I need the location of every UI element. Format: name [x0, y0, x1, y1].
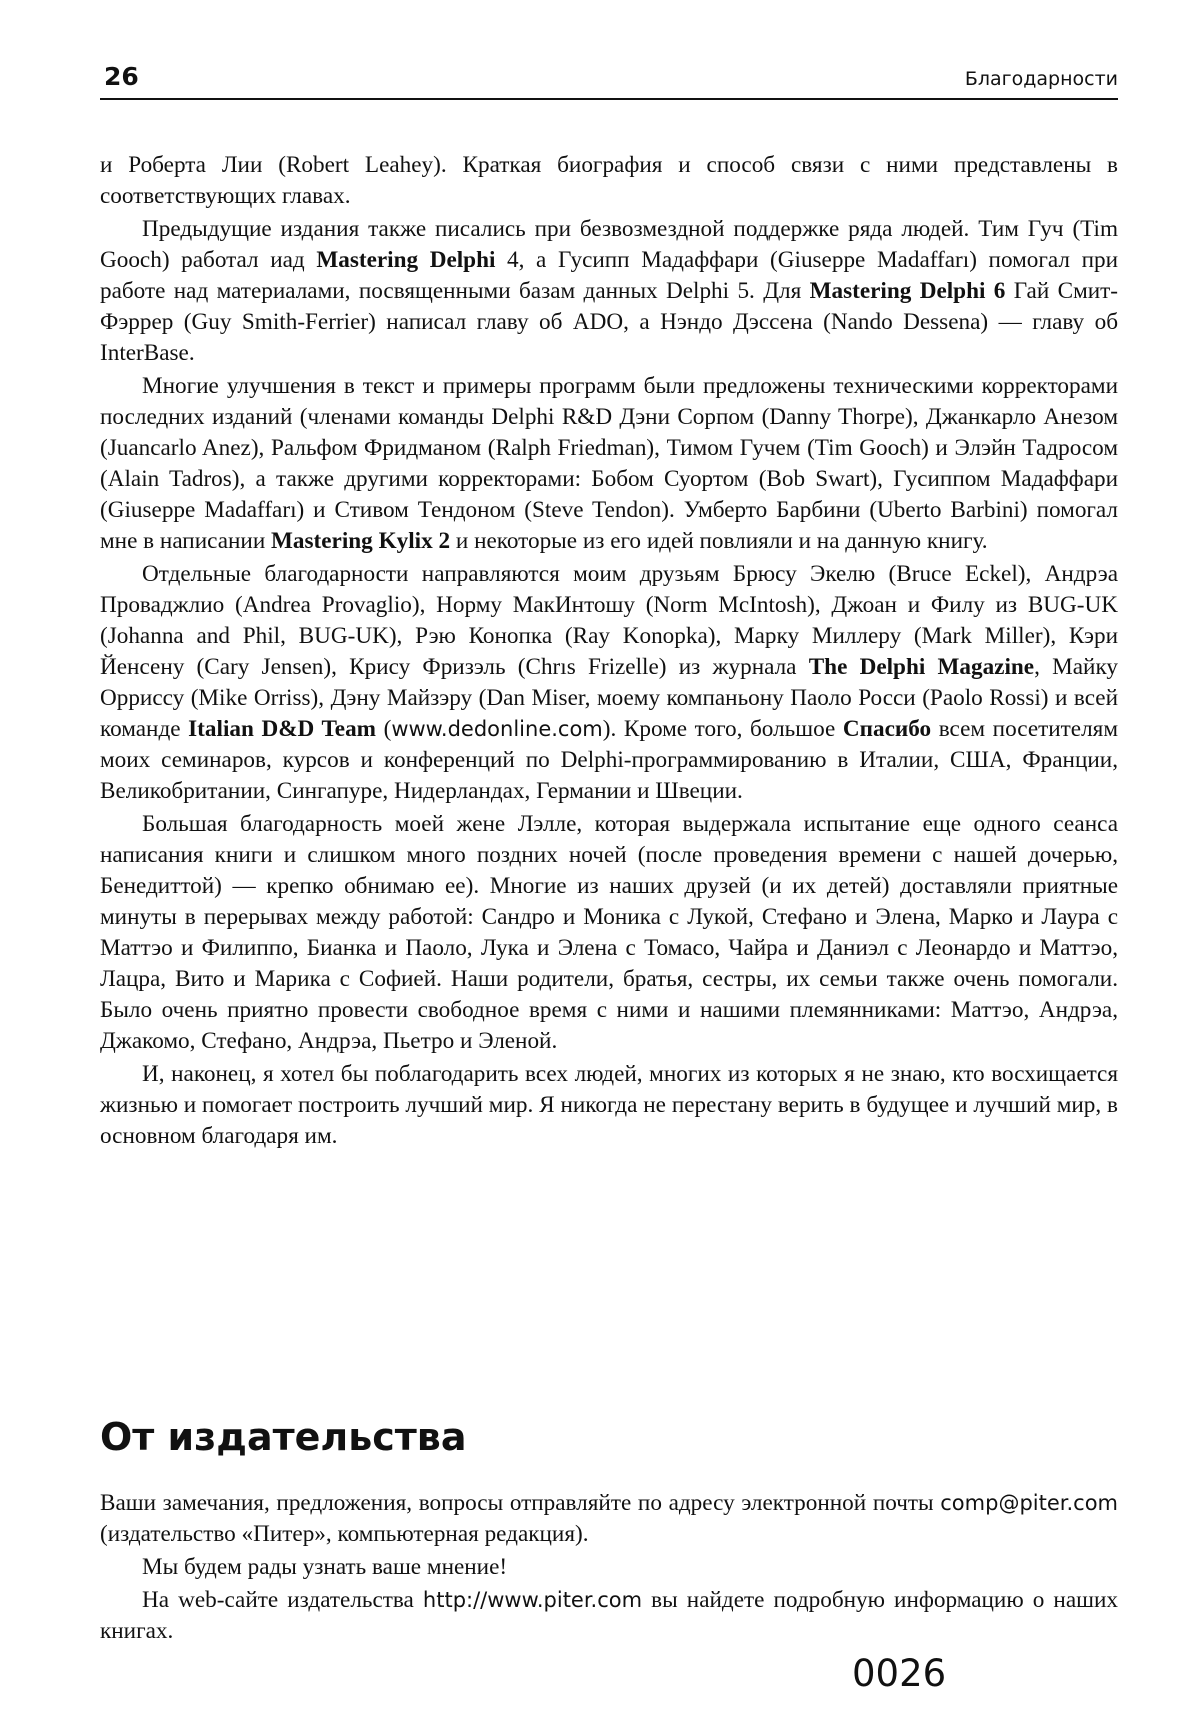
publisher-paragraph-3: [100, 1585, 1118, 1647]
book-title: Mastering Kylix 2: [271, 528, 451, 554]
paragraph-text: и некоторые из его идей повлияли и на данную книгу.: [450, 528, 988, 554]
paragraph-text: ). Кроме того, большое: [602, 716, 843, 742]
scan-page-number: 0026: [852, 1652, 947, 1695]
paragraph-text: (: [376, 716, 392, 742]
paragraph-3: [100, 371, 1118, 557]
book-title: Mastering Delphi 6: [809, 278, 1006, 304]
paragraph-text: И, наконец, я хотел бы поблагодарить всех людей, многих из которых я не знаю, кто восхищается жизнью и помогает построить лучший мир. Я никогда не перестану верить в будущее и лучший мир, в основном благодаря им.: [100, 1061, 1118, 1149]
section-heading: От издательства: [100, 1415, 467, 1459]
email-link[interactable]: comp@piter.com: [940, 1491, 1118, 1515]
team-name: Italian D&D Team: [188, 716, 376, 742]
paragraph-text: всем посетителям моих семинаров, курсов и конференций по Delphi-программированию в Италии, США, Франции, Великобритании, Сингапуре, Нидерландах, Германии и Швеции.: [100, 716, 1118, 804]
paragraph-5: [100, 809, 1118, 1057]
paragraph-text: (издательство «Питер», компьютерная редакция).: [100, 1521, 589, 1547]
acknowledgements-text: [100, 150, 1118, 1154]
running-header: [100, 58, 1118, 100]
paragraph-text: Мы будем рады узнать ваше мнение!: [142, 1554, 508, 1580]
paragraph-text: , Майку Орриссу (Mike Orriss), Дэну Майзэру (Dan Miser, моему компаньону Паоло Росси (Paolo Rossi) и всей команде: [100, 654, 1118, 742]
paragraph-6: [100, 1059, 1118, 1152]
publisher-section: [100, 1410, 1118, 1649]
paragraph-4: [100, 559, 1118, 807]
thanks-word: Спасибо: [842, 716, 932, 742]
paragraph-2: [100, 214, 1118, 369]
magazine-title: The Delphi Magazine: [808, 654, 1035, 680]
publisher-paragraph-2: [100, 1552, 1118, 1583]
paragraph-text: и Роберта Лии (Robert Leahey). Краткая биография и способ связи с ними представлены в соответствующих главах.: [100, 152, 1118, 209]
paragraph-text: Гай Смит-Фэррер (Guy Smith-Ferrier) написал главу об ADO, а Нэндо Дэссена (Nando Dessena) — главу об InterBase.: [100, 278, 1119, 366]
page-number: 26: [104, 62, 139, 91]
paragraph-text: На web-сайте издательства: [142, 1587, 423, 1613]
section-title: Благодарности: [964, 68, 1118, 90]
paragraph-text: Многие улучшения в текст и примеры программ были предложены техническими корректорами последних изданий (членами команды Delphi R&D Дэни Сорпом (Danny Thorpe), Джанкарло Анезом (Juancarlo Anez), Ральфом Фридманом (Ralph Friedman), Тимом Гучем (Tim Gooch) и Элэйн Тадросом (Alain Tadros), а также другими корректорами: Бобом Суортом (Bob Swart), Гусиппом Мадаффари (Giuseppe Madaffarı) и Стивом Тендоном (Steve Tendon). Умберто Барбини (Uberto Barbini) помогал мне в написании: [100, 373, 1118, 554]
publisher-paragraph-1: [100, 1488, 1118, 1550]
paragraph-1: [100, 150, 1118, 212]
paragraph-text: Предыдущие издания также писались при безвозмездной поддержке ряда людей. Тим Гуч (Tim Gooch) работал иад: [100, 216, 1118, 273]
book-title: Mastering Delphi: [316, 247, 496, 273]
publisher-text: [100, 1488, 1118, 1647]
website-link[interactable]: http://www.piter.com: [422, 1588, 643, 1612]
paragraph-text: Отдельные благодарности направляются моим друзьям Брюсу Экелю (Bruce Eckel), Андрэа Проваджлио (Andrea Provaglio), Норму МакИнтошу (Norm McIntosh), Джоан и Филу из BUG-UK (Johanna and Phil, BUG-UK), Рэю Конопка (Ray Konopka), Марку Миллеру (Mark Miller), Кэри Йенсену (Cary Jensen), Крису Фризэль (Chrıs Frizelle) из журнала: [100, 561, 1118, 680]
paragraph-text: Ваши замечания, предложения, вопросы отправляйте по адресу электронной почты: [100, 1490, 941, 1516]
paragraph-text: Большая благодарность моей жене Лэлле, которая выдержала испытание еще одного сеанса написания книги и слишком много поздних ночей (после проведения времени с нашей дочерью, Бенедиттой) — крепко обнимаю ее). Многие из наших друзей (и их детей) доставляли приятные минуты в перерывах между работой: Сандро и Моника с Лукой, Стефано и Элена, Марко и Лаура с Маттэо и Филиппо, Бианка и Паоло, Лука и Элена с Томасо, Чайра и Даниэл с Леонардо и Маттэо, Лацра, Вито и Марика с Софией. Наши родители, братья, сестры, их семьи также очень помогали. Было очень приятно провести свободное время с ними и нашими племянниками: Маттэо, Андрэа, Джакомо, Стефано, Андрэа, Пьетро и Эленой.: [100, 811, 1118, 1054]
paragraph-text: вы найдете подробную информацию о наших книгах.: [100, 1587, 1118, 1644]
website-link[interactable]: www.dedonline.com: [391, 717, 603, 741]
paragraph-text: 4, а Гусипп Мадаффари (Giuseppe Madaffarı) помогал при работе над материалами, посвященными базам данных Delphi 5. Для: [100, 247, 1118, 304]
